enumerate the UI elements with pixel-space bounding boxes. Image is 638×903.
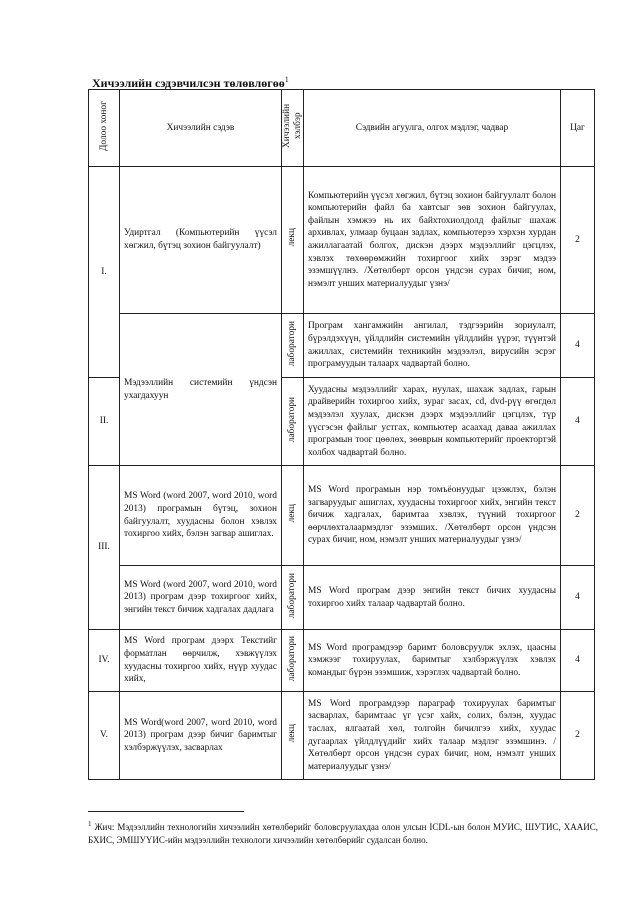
- week-cell: III.: [89, 466, 120, 630]
- week-cell: I.: [89, 167, 120, 378]
- type-label: лаборатори: [287, 320, 297, 366]
- header-week: [89, 90, 120, 167]
- topic-cell: MS Word(word 2007, word 2010, word 2013) програм дээр бичиг баримтыг хэлбэржүүлэх, засварлах: [120, 692, 282, 780]
- header-hours: [561, 90, 595, 167]
- topic-cell: MS Word програм дээрх Текстийг форматлан өөрчилж, хэвжүүлэх хуудасны тохиргоо хийх, нүүр хуудас хийх,: [120, 630, 282, 692]
- type-label: лекц: [287, 503, 297, 523]
- topic-cell: MS Word (word 2007, word 2010, word 2013) програм дээр тохиргоог хийх, энгийн текст бичиж хадгалах дадлага: [120, 566, 282, 630]
- type-label: лаборатори: [287, 635, 297, 681]
- header-topic-label: Хичээлийн сэдэв: [166, 122, 235, 133]
- lesson-plan-table: [88, 89, 595, 780]
- hours-cell: 2: [561, 692, 595, 780]
- footnote-text: Жич: Мэдээллийн технологийн хичээлийн хөтөлбөрийг боловсруулахдаа олон улсын ICDL-ын болон МУИС, ШУТИС, ХААИС, БХИС, ЭМШУҮИС-ийн мэдээллийн технологи хичээлийн хөтөлбөрийг судалсан болно.: [88, 822, 598, 845]
- header-type-label: Хичээлийн хэлбэр: [282, 103, 303, 148]
- content-cell: MS Word програм дээр энгийн текст бичих хуудасны тохиргоо хийх талаар чадвартай болно.: [304, 566, 561, 630]
- hours-cell: 2: [561, 167, 595, 314]
- hours-cell: 2: [561, 466, 595, 566]
- type-cell: [282, 566, 304, 630]
- type-label: лаборатори: [287, 396, 297, 442]
- table-row: [89, 466, 595, 566]
- table-row: [89, 692, 595, 780]
- footnote-mark: 1: [88, 820, 92, 828]
- week-cell: II.: [89, 378, 120, 466]
- header-content-label: Сэдвийн агуулга, олгох мэдлэг, чадвар: [355, 122, 509, 133]
- content-cell: MS Word програмдээр баримт боловсруулж эхлэх, цаасны хэмжээг тохируулах, баримтыг хэлбэржүүлэх хэвлэх командыг бүрэн эзэмшиж, хэрэглэх чадвартай болно.: [304, 630, 561, 692]
- header-type: [282, 90, 304, 167]
- week-cell: IV.: [89, 630, 120, 692]
- footnote: [88, 818, 598, 847]
- table-header-row: [89, 90, 595, 167]
- hours-cell: 4: [561, 378, 595, 466]
- type-cell: [282, 378, 304, 466]
- header-topic: [120, 90, 282, 167]
- header-hours-label: Цаг: [570, 122, 585, 133]
- topic-cell: Мэдээллийн системийн үндсэн ухагдахуун: [120, 314, 282, 466]
- header-week-label: Долоо хоног: [98, 100, 109, 151]
- topic-cell: Удиртгал (Компьютерийн үүсэл хөгжил, бүтэц зохион байгуулалт): [120, 167, 282, 314]
- content-cell: Програм хангамжийн ангилал, тэдгээрийн зориулалт, бүрэлдэхүүн, үйлдлийн системийн үйлдлийн үүрэг, түүнтэй ажиллах, системийн техникийн мэдээлэл, вирусийн эсрэг програмуудын талаарх чадвартай болно.: [304, 314, 561, 378]
- table-row: [89, 167, 595, 314]
- type-cell: [282, 167, 304, 314]
- type-label: лекц: [287, 723, 297, 743]
- type-label: лекц: [287, 228, 297, 247]
- week-cell: V.: [89, 692, 120, 780]
- type-cell: [282, 466, 304, 566]
- title-footnote-mark: 1: [284, 75, 289, 84]
- content-cell: Хуудасны мэдээллийг харах, нуулах, шахаж задлах, гарын драйверийн тохиргоо хийх, зураг засах, cd, dvd-рүү өгөгдөл мэдээлэл хуулах, дискэн дээрх мэдээллийг цэгцлэх, түр үүсгэсэн файлыг устгах, компьютер асаахад даваа ажиллах програмын тоог цөөлөх, зөөврын компьютерийг проектортэй холбох чадвартай болно.: [304, 378, 561, 466]
- table-row: [89, 314, 595, 378]
- table-row: [89, 566, 595, 630]
- type-cell: [282, 314, 304, 378]
- content-cell: MS Word програмдээр параграф тохируулах баримтыг засварлах, баримтаас үг үсэг хайх, солих, бэлэн, хуудас таслах, ялгаатай хөл, толгойн бичилгээ хийх, хуудас дугаарлах үйлдлүүдийг хийх талаар мэдлэг эзэмшинэ. /Хөтөлбөрт орсон үндсэн сурах бичиг, ном, нэмэлт унших материалуудыг үзнэ/: [304, 692, 561, 780]
- type-cell: [282, 692, 304, 780]
- hours-cell: 4: [561, 314, 595, 378]
- content-cell: Компьютерийн үүсэл хөгжил, бүтэц зохион байгуулалт болон компьютерийн файл ба хавтсыг зөв зохион байгуулах, файлын хэмжээ нь их байхтохиолдолд файлыг шахаж архивлах, улмаар буцаан задлах, компьютерээ хэрхэн хурдан ажиллагаатай болгох, дискэн дээрх мэдээллийг цэгцлэх, хэвлэх төхөөрөмжийн тохиргоог хийх зэрэг мэдээ эзэмшүүлнэ. /Хөтөлбөрт орсон үндсэн сурах бичиг, ном, нэмэлт унших материалуудыг үзнэ/: [304, 167, 561, 314]
- hours-cell: 4: [561, 630, 595, 692]
- content-cell: MS Word програмын нэр томъёонуудыг цээжлэх, бэлэн загваруудыг ашиглах, хуудасны тохиргоог хийх, энгийн текст бичиж хадгалах, баримтаа хэвлэх, түүний тохиргоог өөрчлөхталаармэдлэг эзэмших. /Хөтөлбөрт орсон үндсэн сурах бичиг, ном, нэмэлт унших материалуудыг үзнэ/: [304, 466, 561, 566]
- topic-cell: MS Word (word 2007, word 2010, word 2013) програмын бүтэц, зохион байгуулалт, хуудасны болон хэвлэх тохиргоо хийх, бэлэн загвар ашиглах.: [120, 466, 282, 566]
- hours-cell: 4: [561, 566, 595, 630]
- footnote-separator: [88, 811, 244, 812]
- page-title-text: Хичээлийн сэдэвчилсэн төлөвлөгөө: [92, 76, 285, 90]
- table-row: [89, 630, 595, 692]
- type-cell: [282, 630, 304, 692]
- type-label: лаборатори: [287, 572, 297, 618]
- header-content: [304, 90, 561, 167]
